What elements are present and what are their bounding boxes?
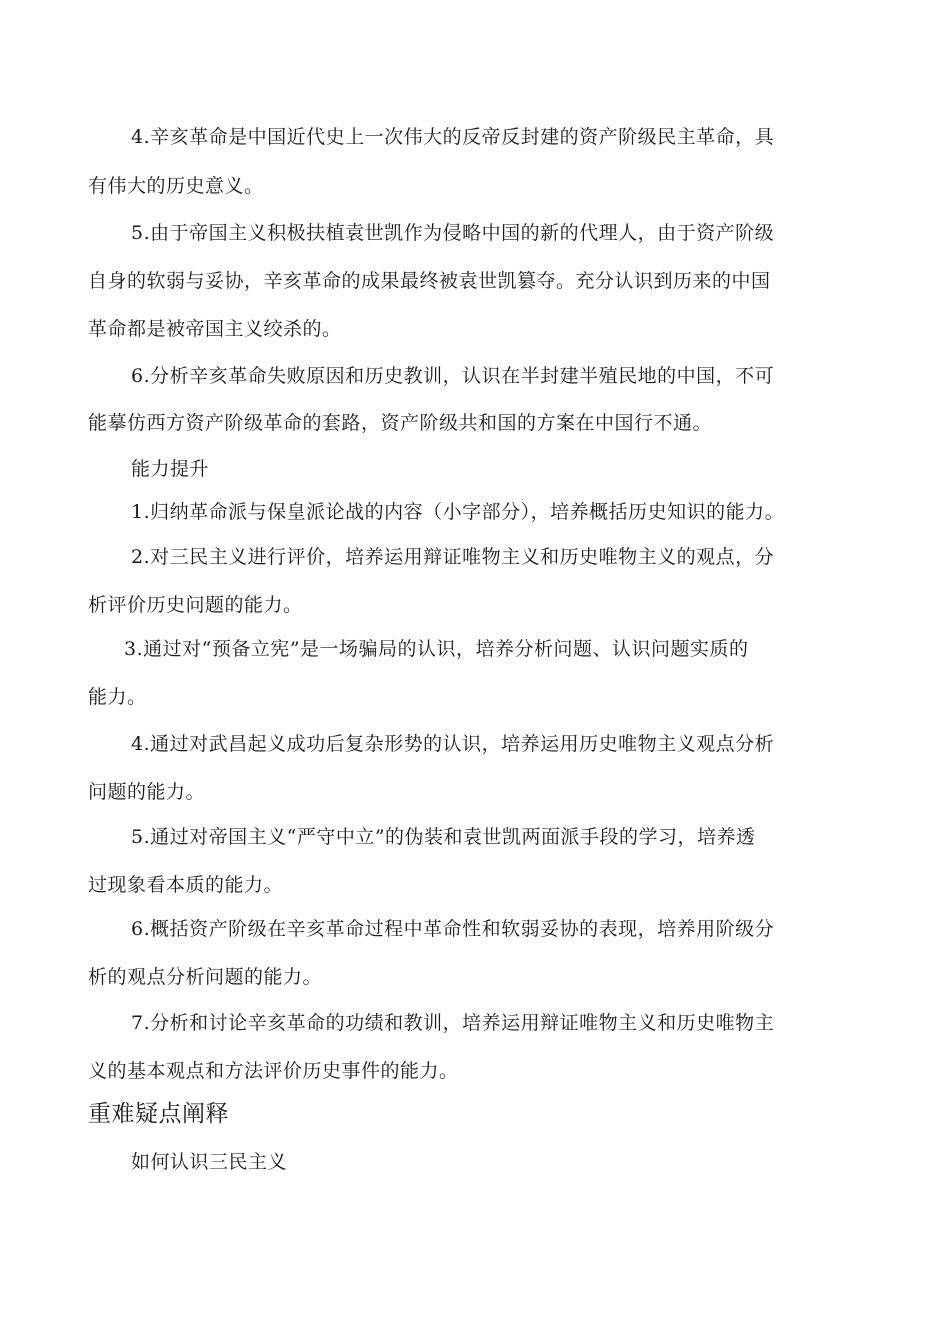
- sub-heading: 如何认识三民主义: [131, 1151, 288, 1173]
- goal-6-line-2: 能摹仿西方资产阶级革命的套路，资产阶级共和国的方案在中国行不通。: [88, 412, 713, 434]
- ability-section-title: 能力提升: [131, 458, 210, 480]
- ability-3-line-1: 3.通过对“预备立宪”是一场骗局的认识，培养分析问题、认识问题实质的: [124, 638, 749, 660]
- ability-6-line-2: 析的观点分析问题的能力。: [88, 966, 323, 988]
- ability-4-line-1: 4.通过对武昌起义成功后复杂形势的认识，培养运用历史唯物主义观点分析: [131, 733, 775, 755]
- ability-6-line-1: 6.概括资产阶级在辛亥革命过程中革命性和软弱妥协的表现，培养用阶级分: [131, 918, 775, 940]
- section-heading: 重难疑点阐释: [88, 1101, 229, 1127]
- ability-2-line-1: 2.对三民主义进行评价，培养运用辩证唯物主义和历史唯物主义的观点，分: [131, 546, 775, 568]
- ability-7-line-1: 7.分析和讨论辛亥革命的功绩和教训，培养运用辩证唯物主义和历史唯物主: [131, 1012, 775, 1034]
- goal-5-line-2: 自身的软弱与妥协，辛亥革命的成果最终被袁世凯篡夺。充分认识到历来的中国: [88, 270, 771, 292]
- goal-4-line-2: 有伟大的历史意义。: [88, 175, 264, 197]
- goal-4-line-1: 4.辛亥革命是中国近代史上一次伟大的反帝反封建的资产阶级民主革命，具: [131, 126, 775, 148]
- goal-5-line-1: 5.由于帝国主义积极扶植袁世凯作为侵略中国的新的代理人，由于资产阶级: [131, 222, 775, 244]
- ability-4-line-2: 问题的能力。: [88, 781, 206, 803]
- ability-1-line: 1.归纳革命派与保皇派论战的内容（小字部分），培养概括历史知识的能力。: [131, 501, 785, 523]
- ability-5-line-2: 过现象看本质的能力。: [88, 874, 284, 896]
- ability-2-line-2: 析评价历史问题的能力。: [88, 594, 303, 616]
- ability-5-line-1: 5.通过对帝国主义“严守中立”的伪装和袁世凯两面派手段的学习，培养透: [131, 826, 756, 848]
- ability-3-line-2: 能力。: [88, 686, 147, 708]
- goal-6-line-1: 6.分析辛亥革命失败原因和历史教训，认识在半封建半殖民地的中国，不可: [131, 365, 775, 387]
- goal-5-line-3: 革命都是被帝国主义绞杀的。: [88, 318, 342, 340]
- ability-7-line-2: 义的基本观点和方法评价历史事件的能力。: [88, 1060, 459, 1082]
